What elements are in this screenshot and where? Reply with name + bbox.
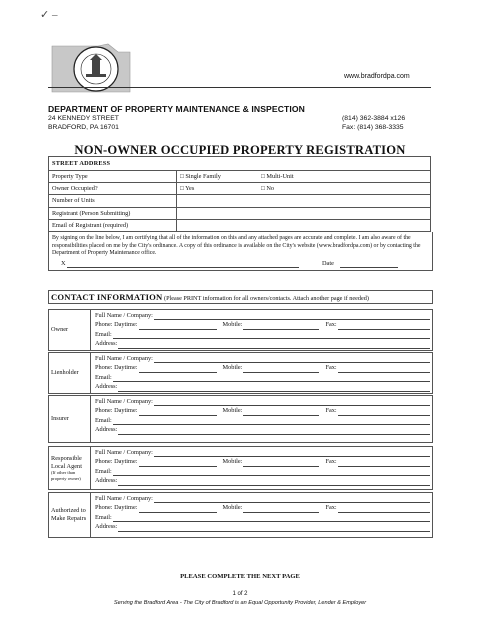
address-label: Address:: [95, 477, 118, 485]
street-address-section: [48, 156, 431, 271]
fax-label: Fax:: [325, 321, 337, 329]
complete-next-page-note: PLEASE COMPLETE THE NEXT PAGE: [180, 573, 300, 580]
fax-input-line[interactable]: [338, 365, 430, 373]
contact-field-row: [95, 339, 430, 348]
full-name-input-line[interactable]: [154, 449, 430, 457]
contact-field-row: [95, 425, 430, 434]
signature-line[interactable]: [67, 267, 299, 268]
single-family-checkbox[interactable]: □ Single Family: [177, 171, 259, 183]
website-url: www.bradfordpa.com: [344, 73, 410, 80]
address-input-line[interactable]: [118, 341, 430, 349]
mobile-phone-input-line[interactable]: [243, 322, 319, 330]
contact-field-row: [95, 354, 430, 363]
contact-field-row: [95, 397, 430, 406]
contact-note: (Please PRINT information for all owners/contacts. Attach another page if needed): [164, 295, 369, 302]
full-name-label: Full Name / Company:: [95, 448, 153, 456]
contact-block: [48, 446, 433, 490]
units-field[interactable]: [177, 195, 431, 207]
contact-field-row: [95, 363, 430, 372]
footer-text: Serving the Bradford Area - The City of Bradford is an Equal Opportunity Provider, Lender & Employer: [113, 600, 367, 606]
department-contact: [342, 115, 405, 132]
contact-field-row: [95, 448, 430, 457]
mobile-phone-label: Mobile:: [222, 458, 243, 466]
handwritten-check-mark: ✓ –: [40, 9, 58, 21]
fax-line: Fax: (814) 368-3335: [342, 123, 404, 131]
contact-field-row: [95, 494, 430, 503]
signature-row: [52, 258, 429, 268]
page-number: 1 of 2: [232, 591, 248, 597]
contact-block: [48, 492, 433, 538]
fax-input-line[interactable]: [338, 322, 430, 330]
contact-block: [48, 352, 433, 394]
fax-input-line[interactable]: [338, 459, 430, 467]
certification-text: By signing on the line below, I am certifying that all of the information on this and any attached pages are accurate and complete. I am also aware of the responsibilities placed on me by the City's ordinance. A copy of this ordinance is available on the City's website (www.bradfordpa.com) or by contacting the Department of Property Maintenance office.: [52, 234, 421, 257]
contact-role: Lienholder: [51, 369, 79, 377]
city-line: BRADFORD, PA 16701: [48, 123, 119, 131]
mobile-phone-label: Mobile:: [222, 504, 243, 512]
email-input-line[interactable]: [113, 468, 430, 476]
mobile-phone-input-line[interactable]: [243, 408, 319, 416]
contact-field-row: [95, 522, 430, 531]
department-name: DEPARTMENT OF PROPERTY MAINTENANCE & INSPECTION: [48, 104, 305, 114]
contact-field-row: [95, 311, 430, 320]
daytime-phone-label: Phone: Daytime:: [95, 407, 138, 415]
department-address: [48, 115, 119, 132]
contact-field-row: [95, 373, 430, 382]
date-line[interactable]: [340, 267, 398, 268]
email-input-line[interactable]: [113, 374, 430, 382]
multi-unit-checkbox[interactable]: □ Multi-Unit: [258, 171, 431, 183]
daytime-phone-label: Phone: Daytime:: [95, 504, 138, 512]
email-label: Email:: [95, 467, 112, 475]
address-input-line[interactable]: [118, 427, 430, 435]
contact-block-label: [49, 493, 91, 537]
registrant-field[interactable]: [177, 207, 431, 219]
daytime-phone-input-line[interactable]: [139, 505, 217, 513]
mobile-phone-label: Mobile:: [222, 364, 243, 372]
email-input-line[interactable]: [113, 417, 430, 425]
contact-field-row: [95, 457, 430, 466]
contact-field-row: [95, 476, 430, 485]
contact-fields: [95, 494, 430, 532]
phone-line: (814) 362-3884 x126: [342, 115, 406, 122]
email-label: Email:: [95, 330, 112, 338]
contact-role: Owner: [51, 326, 69, 334]
contact-field-row: [95, 406, 430, 415]
contact-block: [48, 309, 433, 351]
email-label: Email of Registrant (required): [49, 219, 177, 231]
email-label: Email:: [95, 416, 112, 424]
full-name-input-line[interactable]: [154, 312, 430, 320]
contact-role: Insurer: [51, 415, 69, 423]
form-title: NON-OWNER OCCUPIED PROPERTY REGISTRATION: [74, 143, 406, 157]
property-type-label: Property Type: [49, 171, 177, 183]
address-input-line[interactable]: [118, 384, 430, 392]
contact-field-row: [95, 330, 430, 339]
contact-block: [48, 395, 433, 443]
street-address-heading: STREET ADDRESS: [49, 157, 431, 171]
daytime-phone-input-line[interactable]: [139, 408, 217, 416]
signature-x: X: [61, 260, 66, 268]
daytime-phone-input-line[interactable]: [139, 459, 217, 467]
contact-block-label: [49, 310, 91, 350]
address-label: Address:: [95, 383, 118, 391]
email-input-line[interactable]: [113, 331, 430, 339]
daytime-phone-input-line[interactable]: [139, 365, 217, 373]
fax-label: Fax:: [325, 364, 337, 372]
contact-heading: CONTACT INFORMATION: [51, 292, 163, 302]
email-label: Email:: [95, 373, 112, 381]
contact-info-header: [48, 290, 433, 304]
contact-fields: [95, 448, 430, 486]
full-name-input-line[interactable]: [154, 355, 430, 363]
certification-box: [48, 232, 433, 271]
street-line: 24 KENNEDY STREET: [48, 115, 119, 122]
no-checkbox[interactable]: □ No: [258, 183, 431, 195]
contact-field-row: [95, 320, 430, 329]
full-name-label: Full Name / Company:: [95, 311, 153, 319]
full-name-input-line[interactable]: [154, 398, 430, 406]
address-input-line[interactable]: [118, 524, 430, 532]
email-label: Email:: [95, 513, 112, 521]
date-label: Date: [322, 260, 334, 268]
contact-block-label: [49, 447, 91, 489]
mobile-phone-label: Mobile:: [222, 407, 243, 415]
contact-role-note: (If other than property owner): [51, 470, 81, 481]
owner-occupied-label: Owner Occupied?: [49, 183, 177, 195]
contact-field-row: [95, 503, 430, 512]
units-label: Number of Units: [49, 195, 177, 207]
registrant-label: Registrant (Person Submitting): [49, 207, 177, 219]
contact-fields: [95, 397, 430, 435]
fax-label: Fax:: [325, 407, 337, 415]
contact-field-row: [95, 416, 430, 425]
contact-field-row: [95, 382, 430, 391]
property-table: [48, 156, 431, 232]
full-name-label: Full Name / Company:: [95, 494, 153, 502]
yes-checkbox[interactable]: □ Yes: [177, 183, 259, 195]
full-name-label: Full Name / Company:: [95, 397, 153, 405]
full-name-label: Full Name / Company:: [95, 354, 153, 362]
mobile-phone-input-line[interactable]: [243, 505, 319, 513]
contact-block-label: [49, 396, 91, 442]
contact-field-row: [95, 513, 430, 522]
mobile-phone-input-line[interactable]: [243, 365, 319, 373]
fax-input-line[interactable]: [338, 505, 430, 513]
header-divider: [48, 87, 431, 88]
mobile-phone-input-line[interactable]: [243, 459, 319, 467]
fax-input-line[interactable]: [338, 408, 430, 416]
daytime-phone-label: Phone: Daytime:: [95, 321, 138, 329]
contact-field-row: [95, 467, 430, 476]
address-label: Address:: [95, 523, 118, 531]
contact-block-label: [49, 353, 91, 393]
contact-role: Responsible Local Agent: [51, 455, 82, 470]
email-field[interactable]: [177, 219, 431, 231]
daytime-phone-label: Phone: Daytime:: [95, 364, 138, 372]
mobile-phone-label: Mobile:: [222, 321, 243, 329]
fax-label: Fax:: [325, 504, 337, 512]
email-input-line[interactable]: [113, 514, 430, 522]
daytime-phone-label: Phone: Daytime:: [95, 458, 138, 466]
address-input-line[interactable]: [118, 478, 430, 486]
contact-fields: [95, 354, 430, 392]
contact-role: Authorized to Make Repairs: [51, 507, 87, 522]
full-name-input-line[interactable]: [154, 495, 430, 503]
daytime-phone-input-line[interactable]: [139, 322, 217, 330]
contact-fields: [95, 311, 430, 349]
address-label: Address:: [95, 426, 118, 434]
address-label: Address:: [95, 340, 118, 348]
fax-label: Fax:: [325, 458, 337, 466]
